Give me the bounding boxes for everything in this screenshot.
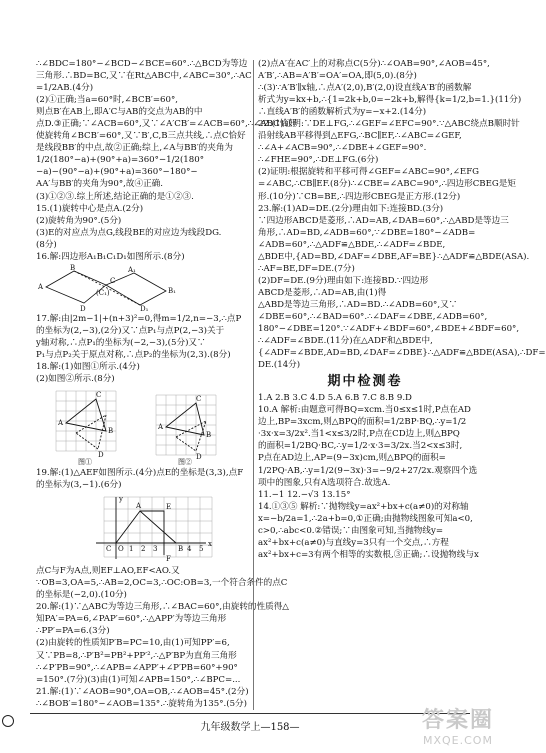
figure-16-quadrilateral <box>36 265 250 311</box>
text-line: 21.解:(1)∵∠AOB=90°,OA=OB,∴∠AOB=45°.(2分) <box>36 686 249 697</box>
text-line: 又∵PB=8,∴P′B²=PB²+PP′²,∴△P′BP为直角三角形 <box>36 650 237 661</box>
text-line: =∠ABC,∴CB∥EF.(8分)∴∠CBE=∠ABC=90°,∴四边形CBEG是矩 <box>258 179 516 190</box>
text-line: △BDE中,{AD=BD,∠DAF=∠DBE,AF=BE}∴△ADF≌△BDE(ASA). <box>258 251 530 262</box>
f19-label: F <box>166 555 171 564</box>
f19-label: A <box>136 502 142 511</box>
text-line: ∴∠BDC=180°−∠BCD−∠BCE=60°.∴△BCD为等边 <box>36 59 248 69</box>
text-line: c>0,∴abc<0.②错误;∵由图象可知,当抛物线y= <box>258 525 444 536</box>
text-line: (2)旋转角为90°.(5分) <box>36 215 122 226</box>
f19-tick: 4 <box>187 545 192 554</box>
f16-label: B₁ <box>168 286 176 295</box>
f16-label: A₁ <box>128 265 136 274</box>
text-line: ∴∠P′PB=90°,∴∠APB=∠APP′+∠P′PB=60°+90° <box>36 662 238 673</box>
f19-label: x <box>208 540 212 549</box>
f19-label: O <box>118 545 124 554</box>
page-footer: 九年级数学上—158— <box>200 722 300 733</box>
text-line: 使旋转角∠BCB′=60°,又∵B′,C,B三点共线,∴点C恰好 <box>36 131 246 142</box>
f19-tick: 5 <box>199 545 204 554</box>
f18b-label: B <box>206 431 212 440</box>
f16-label: D₁ <box>140 304 149 313</box>
f18b-label: D <box>196 453 202 462</box>
text-line: ∴∠BOB′=180°−∠AOB=135°.∴旋转角为135°.(5分) <box>36 698 247 709</box>
text-line: −a)−(90°−a)+(90°+a)=360°−180°− <box>36 167 198 178</box>
text-line: 180°−∠DBE=120°.∵∠ADF+∠BDF=60°,∠BDE+∠BDF=60°, <box>258 324 520 335</box>
text-line: (2)证明:根据旋转和平移可得∠GEF=∠ABC=90°,∠EFG <box>258 167 480 178</box>
text-line: ∵OB=3,OA=5,∴AB=2,OC=3,∴OC:OB=3,一个符合条件的点C <box>36 578 288 589</box>
text-line: 是线段BB′的中点,故②正确;综上,∠A与BB′的夹角为 <box>36 143 234 154</box>
text-line: 的坐标为(2,−3),(2分)又∵点P₁与点P(2,−3)关于 <box>36 325 225 336</box>
text-line: 项中的图象,只有A选项符合.故选A. <box>258 477 391 488</box>
f19-tick: 1 <box>129 545 134 554</box>
text-line: 19.解:(1)△AEF如图所示.(4分)点E的坐标是(3,3),点F <box>36 468 244 479</box>
text-line: 的坐标为(3,−1).(6分) <box>36 480 122 491</box>
figure-16-svg <box>36 265 186 311</box>
figure-18-svg <box>36 387 236 465</box>
text-line: ∴∠ADF=∠BDE.(11分)在△ADF和△BDE中, <box>258 336 433 347</box>
text-line: (3)E的对应点为点G,线段BE的对应边为线段DG. <box>36 227 222 238</box>
text-line: 则点B′在AB上,即A′C与AB的交点为AB的中 <box>36 107 203 118</box>
f18b-label: A <box>158 423 164 432</box>
text-line: 23.解:(1)AD=DE.(2分)理由如下:连接BD.(3分) <box>258 203 444 214</box>
text-line: 14.①③⑤ 解析:∵抛物线y=ax²+bx+c(a≠0)的对称轴 <box>258 501 469 512</box>
watermark <box>422 703 494 747</box>
text-line: 形.(10分)∵CB=BE,∴四边形CBEG是正方形.(12分) <box>258 191 461 202</box>
f18a-label: B <box>108 427 114 436</box>
text-line: 析式为y=kx+b,∴{1=2k+b,0=−2k+b,解得{k=1/2,b=1.}(11分) <box>258 95 522 106</box>
f18-caption: 图① <box>78 458 92 467</box>
f16-label: D <box>80 304 86 313</box>
text-line: 15.(1)旋转中心是点A.(2分) <box>36 203 144 214</box>
text-line: 点D.③正确;∵∠ACB=60°,又∵∠A′CB′=∠ACB=60°,∴∠ABC恰好 <box>36 119 297 130</box>
text-line: P点在AD边上,AP=(9−3x)cm,则△BPQ的面积= <box>258 453 446 464</box>
text-line: 沿射线AB平移得到△EFG,∴BC∥EF,∴∠ABC=∠GEF, <box>258 131 462 142</box>
text-line: 三角形.∴BD=BC,又∵在Rt△ABC中,∠ABC=30°,∴AC <box>36 71 252 82</box>
text-line: (2)DF=DE.(9分)理由如下:连接BD.∵四边形 <box>258 275 429 286</box>
text-line: DE.(14分) <box>258 360 301 371</box>
text-line: x=−b/2a=1,∴2a+b=0,①正确;由抛物线图象可知a<0, <box>258 513 473 524</box>
f16-label: C <box>110 276 116 285</box>
text-line: 知PA′=PA=6,∠PAP′=60°,∴△APP′为等边三角形 <box>36 614 227 625</box>
watermark-logo-text: 答案圈 <box>421 708 494 733</box>
figure-19-coordinate-grid <box>36 493 250 563</box>
f19-label: C <box>106 545 112 554</box>
text-line: 10.A 解析:由题意可得BQ=xcm.当0≤x≤1时,P点在AD <box>258 405 471 416</box>
text-line: 点C与F为A点,则EF⊥AO,EF<AO.又 <box>36 566 180 577</box>
text-line: 的坐标是(−2,0).(10分) <box>36 590 127 601</box>
text-line: 1/2PQ·AB,∴y=1/2(9−3x)·3=−9/2+27/2x.观察四个选 <box>258 465 478 476</box>
section-title-midterm: 期中检测卷 <box>327 374 403 390</box>
text-line: (3)①②③.综上所述,结论正确的是①②③. <box>36 191 194 202</box>
f16-label: A <box>38 282 44 291</box>
text-line: (2)如图②所示.(8分) <box>36 374 115 385</box>
f16-label: B <box>70 263 76 272</box>
text-line: (8分) <box>36 239 57 250</box>
right-column <box>258 58 546 561</box>
figure-18-grids <box>36 387 250 465</box>
f18a-label: D <box>98 451 104 460</box>
text-line: =1/2AB.(4分) <box>36 83 94 94</box>
text-line: 角形,∴AD=BD,∠ADB=60°,∵∠DBE=180°−∠ADB= <box>258 227 476 238</box>
text-line: ∴∠A+∠ACB=90°,∴∠DBE+∠GEF=90°. <box>258 143 427 154</box>
text-line: ∴(3)∵A′B′∥x轴,∴点A′(2,0),B′(2,0)设直线A′B′的函数解 <box>258 83 472 94</box>
text-line: ∴直线A′B′的函数解析式为y=−x+2.(14分) <box>258 107 427 118</box>
text-line: (2)①正确;当a=60°时,∠BCB′=60°, <box>36 95 179 106</box>
text-line: ·3x·x=3/2x².当1<x≤3/2时,P点在CD边上,则△BPQ <box>258 429 460 440</box>
watermark-url: MXQE.COM <box>423 734 493 747</box>
text-line: (2)由旋转的性质知P′B=PC=10,由(1)可知PP′=6, <box>36 638 230 649</box>
text-line: ∴∠FHE=90°,∴DE⊥FG.(6分) <box>258 155 379 166</box>
f18a-label: A <box>58 419 64 428</box>
f18a-label: C <box>96 391 102 400</box>
text-line: 17.解:由|2m−1|+(n+3)²=0,得m=1/2,n=−3,∴点P <box>36 313 242 324</box>
text-line: ∵四边形ABCD是菱形,∴AD=AB,∠DAB=60°,∴△ABD是等边三 <box>258 215 509 226</box>
text-line: 的面积=1/2BQ·BC,∴y=1/2·x·3=3/2x.当2<x≤3时, <box>258 441 463 452</box>
text-line: 1.A 2.B 3.C 4.D 5.A 6.B 7.C 8.B 9.D <box>258 393 412 404</box>
text-line: A′B′,∴AB=A′B′=OA′=OA,即(5,0).(8分) <box>258 71 417 82</box>
f18b-label: C <box>196 395 202 404</box>
text-line: 边上,BP=3xcm,则△BPQ的面积=1/2BP·BQ,∴y=1/2 <box>258 417 467 428</box>
text-line: =150°.(7分)(3)由(1)可知∠APB=150°,∴∠BPC=... <box>36 674 241 685</box>
text-line: ABCD是菱形,∴AD=AB,由(1)得 <box>258 287 387 298</box>
text-line: AA′与BB′的夹角为90°,故④正确. <box>36 179 163 190</box>
text-line: (2)点A′在AC′上的对称点C(5分)∴∠OAB=90°,∠AOB=45°, <box>258 59 490 69</box>
footer-rule <box>30 713 470 714</box>
f19-label: y <box>119 495 123 504</box>
text-line: ax²+bx+c(a≠0)与直线y=3只有一个交点,∴方程 <box>258 537 449 548</box>
text-line: P₁与点P₂关于原点对称,∴点P₂的坐标为(2,3).(8分) <box>36 349 231 360</box>
figure-19-svg <box>36 493 236 563</box>
text-line: 20.解:(1)∵△ABC为等边三角形,∴∠BAC=60°,由旋转的性质得△ <box>36 602 289 613</box>
column-divider <box>253 60 254 710</box>
text-line: ∴AF=BE,DF=DE.(7分) <box>258 263 355 274</box>
text-line: 16.解:四边形A₁B₁C₁D₁如图所示.(8分) <box>36 251 185 262</box>
text-line: {∠ADF=∠BDE,AD=BD,∠DAF=∠DBE}∴△ADF≌△BDE(ASA),∴DF= <box>258 348 546 359</box>
text-line: 11.−1 12.−√3 13.15° <box>258 489 351 500</box>
f19-tick: 3 <box>153 545 158 554</box>
text-line: ∠ADB=60°,∴△ADF≌△BDE,∴∠ADF=∠BDE, <box>258 239 446 250</box>
text-line: 18.解:(1)如图①所示.(4分) <box>36 361 140 372</box>
text-line: ∴PP′=PA=6.(3分) <box>36 626 110 637</box>
f19-tick: 2 <box>141 545 146 554</box>
f19-label: B <box>178 545 184 554</box>
text-line: 1/2(180°−a)+(90°+a)=360°−1/2(180° <box>36 155 205 166</box>
text-line: ax²+bx+c=3有两个相等的实数根,③正确;∴设抛物线与x <box>258 549 479 560</box>
text-line: 22.(1)证明:∵DE⊥FG,∴∠GEF=∠EFC=90°.∵△ABC绕点B顺时针 <box>258 119 520 130</box>
f19-label: E <box>166 503 172 512</box>
f16-label: (C₁) <box>96 288 110 297</box>
text-line: y轴对称,∴点P₁的坐标为(−2,−3),(5分)又∵ <box>36 337 206 348</box>
text-line: ∠DBE=60°,∴∠BAD=60°.∴∠DAF=∠DBE,∠ADB=60°, <box>258 311 488 322</box>
f18-caption: 图② <box>178 458 192 467</box>
text-line: △ABD是等边三角形,∴AD=BD.∴∠ADB=60°,又∵ <box>258 299 458 310</box>
